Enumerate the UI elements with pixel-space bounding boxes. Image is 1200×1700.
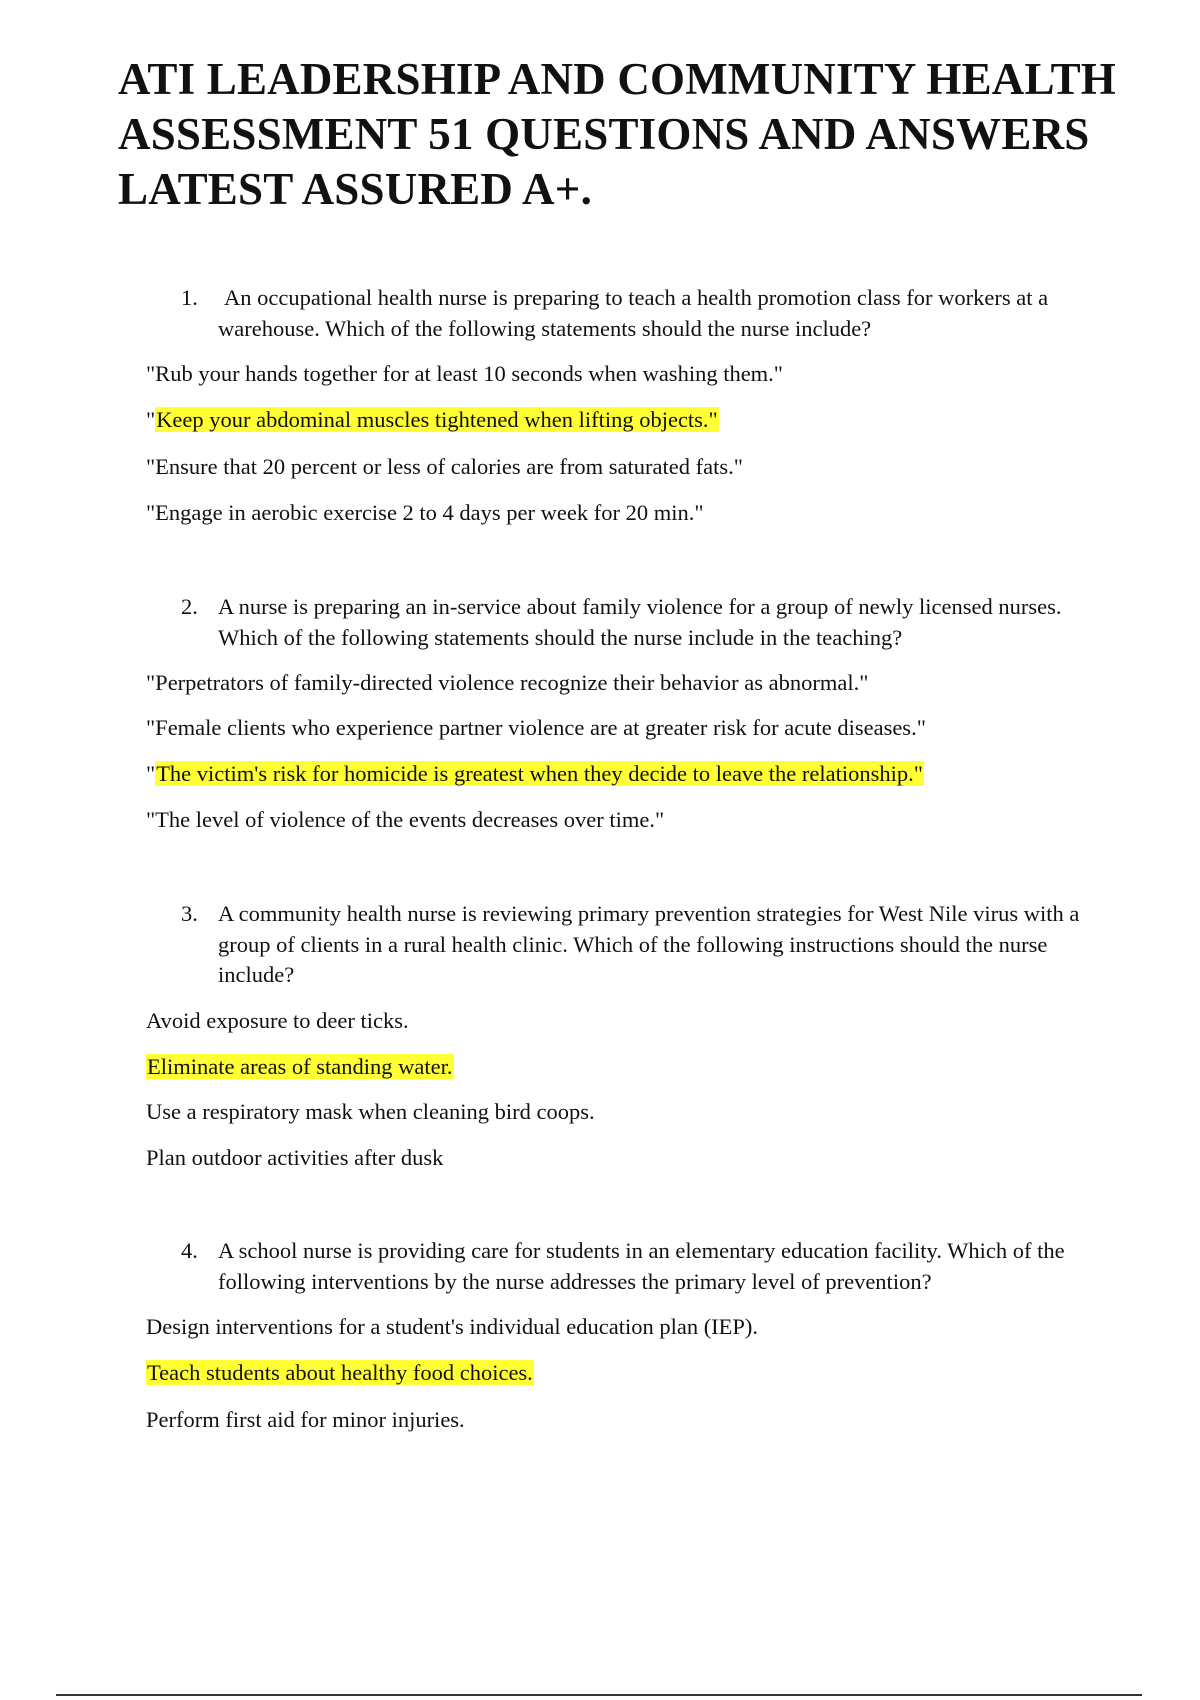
- answer-option: [146, 452, 743, 482]
- option-text: Use a respiratory mask when cleaning bird coops.: [146, 1099, 595, 1124]
- answer-option: [146, 1312, 758, 1342]
- title-line-1: ATI LEADERSHIP AND COMMUNITY HEALTH: [118, 54, 1116, 104]
- option-text: "Engage in aerobic exercise 2 to 4 days per week for 20 min.": [146, 500, 704, 525]
- option-text: Avoid exposure to deer ticks.: [146, 1008, 409, 1033]
- title-line-3: LATEST ASSURED A+.: [118, 164, 593, 214]
- option-text: Plan outdoor activities after dusk: [146, 1145, 444, 1170]
- answer-option-correct: [146, 1052, 454, 1082]
- footer-divider: [56, 1694, 1142, 1696]
- highlighted-answer: The victim's risk for homicide is greatest when they decide to leave the relationship.": [156, 761, 923, 786]
- answer-option: [146, 498, 704, 528]
- option-text: "Perpetrators of family-directed violence recognize their behavior as abnormal.": [146, 670, 869, 695]
- highlighted-answer: Eliminate areas of standing water.: [147, 1054, 453, 1079]
- question-2: [0, 592, 1200, 653]
- answer-option: [146, 1405, 465, 1435]
- answer-option: [146, 1143, 443, 1173]
- answer-option: [146, 1097, 595, 1127]
- question-text: A community health nurse is reviewing primary prevention strategies for West Nile virus with a group of clients in a rural health clinic. Which of the following instructions should the nurse include?: [218, 901, 1080, 987]
- question-stem: [0, 283, 1098, 344]
- question-number: 4.: [181, 1238, 198, 1263]
- document-title: [118, 52, 1200, 217]
- question-number: 3.: [181, 901, 198, 926]
- option-quote: ": [146, 407, 156, 432]
- question-text: An occupational health nurse is preparing to teach a health promotion class for workers at a warehouse. Which of the following statements should the nurse include?: [218, 285, 1049, 341]
- answer-option-correct: [146, 405, 719, 435]
- title-line-2: ASSESSMENT 51 QUESTIONS AND ANSWERS: [118, 109, 1090, 159]
- answer-option: [146, 713, 926, 743]
- option-text: "The level of violence of the events decreases over time.": [146, 807, 665, 832]
- question-number: 1.: [181, 285, 198, 310]
- option-text: "Female clients who experience partner violence are at greater risk for acute diseases.": [146, 715, 926, 740]
- question-4: [0, 1236, 1200, 1297]
- option-quote: ": [146, 761, 156, 786]
- option-text: "Rub your hands together for at least 10 seconds when washing them.": [146, 361, 783, 386]
- highlighted-answer: Teach students about healthy food choices.: [147, 1360, 533, 1385]
- answer-option-correct: [146, 759, 924, 789]
- question-text: A nurse is preparing an in-service about family violence for a group of newly licensed nurses. Which of the following statements should the nurse include in the teaching?: [218, 594, 1062, 650]
- question-3: [0, 899, 1200, 991]
- answer-option: [146, 805, 664, 835]
- option-text: "Ensure that 20 percent or less of calories are from saturated fats.": [146, 454, 743, 479]
- option-text: Design interventions for a student's individual education plan (IEP).: [146, 1314, 759, 1339]
- answer-option-correct: [146, 1358, 534, 1388]
- answer-option: [146, 359, 783, 389]
- question-number: 2.: [181, 594, 198, 619]
- answer-option: [146, 668, 868, 698]
- question-stem: [0, 1236, 1098, 1297]
- option-text: Perform first aid for minor injuries.: [146, 1407, 465, 1432]
- question-stem: [0, 899, 1098, 991]
- question-stem: [0, 592, 1098, 653]
- question-text: A school nurse is providing care for students in an elementary education facility. Which of the following interventions by the nurse addresses the primary level of prevention?: [218, 1238, 1065, 1294]
- answer-option: [146, 1006, 409, 1036]
- highlighted-answer: Keep your abdominal muscles tightened when lifting objects.": [156, 407, 718, 432]
- question-1: [0, 283, 1200, 344]
